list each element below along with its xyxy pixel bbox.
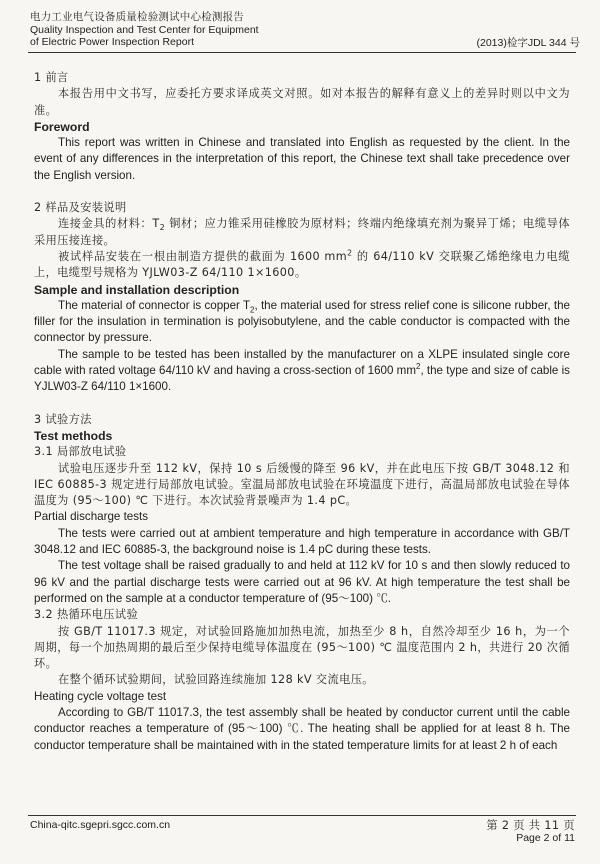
footer-divider bbox=[28, 815, 576, 816]
section-3-2-heading-cn: 3.2 热循环电压试验 bbox=[34, 608, 139, 622]
section-2-para-2-en: The sample to be tested has been installed by the manufacturer on a XLPE insulated single core cable with rated voltage 64/110 kV and having a cross-section of 1600 $mm^2$, the type and size of cable is YJLW03-Z 64/110 1×1600. bbox=[34, 347, 570, 394]
section-3-1-heading-cn: 3.1 局部放电试验 bbox=[34, 445, 127, 459]
section-1-heading-cn: 1 前言 bbox=[34, 71, 69, 84]
section-2-para-2-cn: 被试样品安装在一根由制造方提供的截面为 1600 $mm^2$ 的 64/110 kV 交联聚乙烯绝缘电力电缆上，电缆型号规格为 YJLW03-Z 64/110 1×1600。 bbox=[34, 248, 570, 280]
section-3-1-heading-en: Partial discharge tests bbox=[34, 510, 149, 524]
section-3-2-text-cn-1: 按 GB/T 11017.3 规定，对试验回路施加加热电流，加热至少 8 h，自然冷却至少 16 h，为一个周期，每一个加热周期的最后至少保持电缆导体温度在 (95～100) ℃ 温度范围内 2 h，共进行 20 次循环。 bbox=[34, 624, 570, 671]
page-header bbox=[30, 11, 580, 49]
report-number: (2013)检字JDL 344 号 bbox=[476, 37, 580, 49]
header-org-en-1: Quality Inspection and Test Center for Equipment bbox=[30, 23, 259, 36]
header-org-cn: 电力工业电气设备质量检验测试中心检测报告 bbox=[30, 11, 244, 23]
report-body bbox=[34, 70, 570, 754]
section-3-heading-en: Test methods bbox=[34, 428, 113, 443]
section-3-2-heading-en: Heating cycle voltage test bbox=[34, 689, 167, 703]
header-divider bbox=[28, 52, 576, 53]
footer-site: China-qitc.sgepri.sgcc.com.cn bbox=[30, 819, 171, 831]
header-org-en-2: of Electric Power Inspection Report bbox=[30, 36, 194, 48]
section-1-heading-en: Foreword bbox=[34, 119, 90, 134]
footer-page-cn: 第 2 页 共 11 页 bbox=[486, 819, 575, 832]
section-3-2-text-en: According to GB/T 11017.3, the test assembly shall be heated by conductor current until the cable conductor reaches a temperature of (95～100) ℃. The heating shall be applied for at least 8 h. The conductor temperature shall be maintained with in the stated temperature limits for at least 2 h of each bbox=[34, 705, 570, 752]
section-3-1-text-en-2: The test voltage shall be raised gradually to and held at 112 kV for 10 s and then slowly reduced to 96 kV and the partial discharge tests were carried out at 96 kV. At high temperature the test shall be performed on the sample at a conductor temperature of (95～100) ℃. bbox=[34, 559, 570, 605]
section-3-heading-cn: 3 试验方法 bbox=[34, 412, 92, 426]
section-2-heading-cn: 2 样品及安装说明 bbox=[34, 201, 127, 215]
section-2-para-1-cn: 连接金具的材料：$T_2$ 铜材；应力锥采用硅橡胶为原材料；终端内绝缘填充剂为聚异丁烯；电缆导体采用压接连接。 bbox=[34, 217, 570, 247]
section-1-text-cn: 本报告用中文书写，应委托方要求译成英文对照。如对本报告的解释有意义上的差异时则以中文为准。 bbox=[34, 87, 570, 117]
section-2-heading-en: Sample and installation description bbox=[34, 282, 240, 297]
section-3-2-text-cn-2: 在整个循环试验期间，试验回路连续施加 128 kV 交流电压。 bbox=[58, 673, 374, 687]
page-footer bbox=[30, 819, 575, 844]
footer-page-en: Page 2 of 11 bbox=[516, 832, 575, 844]
section-1-text-en: This report was written in Chinese and translated into English as requested by the client. In the event of any differences in the interpretation of this report, the Chinese text shall take precedence over the English version. bbox=[34, 136, 570, 182]
section-2-para-1-en: The material of connector is copper $T_2$, the material used for stress relief cone is silicone rubber, the filler for the insulation in termination is polyisobutylene, and the cable conductor is compacted with the connector by pressure. bbox=[34, 298, 570, 345]
section-3-1-text-en-1: The tests were carried out at ambient temperature and high temperature in accordance with GB/T 3048.12 and IEC 60885-3, the background noise is 1.4 pC during these tests. bbox=[34, 526, 570, 557]
footer-page-info bbox=[486, 819, 575, 845]
section-3-1-text-cn: 试验电压逐步升至 112 kV，保持 10 s 后缓慢的降至 96 kV，并在此电压下按 GB/T 3048.12 和 IEC 60885-3 规定进行局部放电试验。室温局部放电试验在环境温度下进行，高温局部放电试验在导体温度为 (95～100) ℃ 下进行。本次试验背景噪声为 1.4 pC。 bbox=[34, 461, 570, 508]
